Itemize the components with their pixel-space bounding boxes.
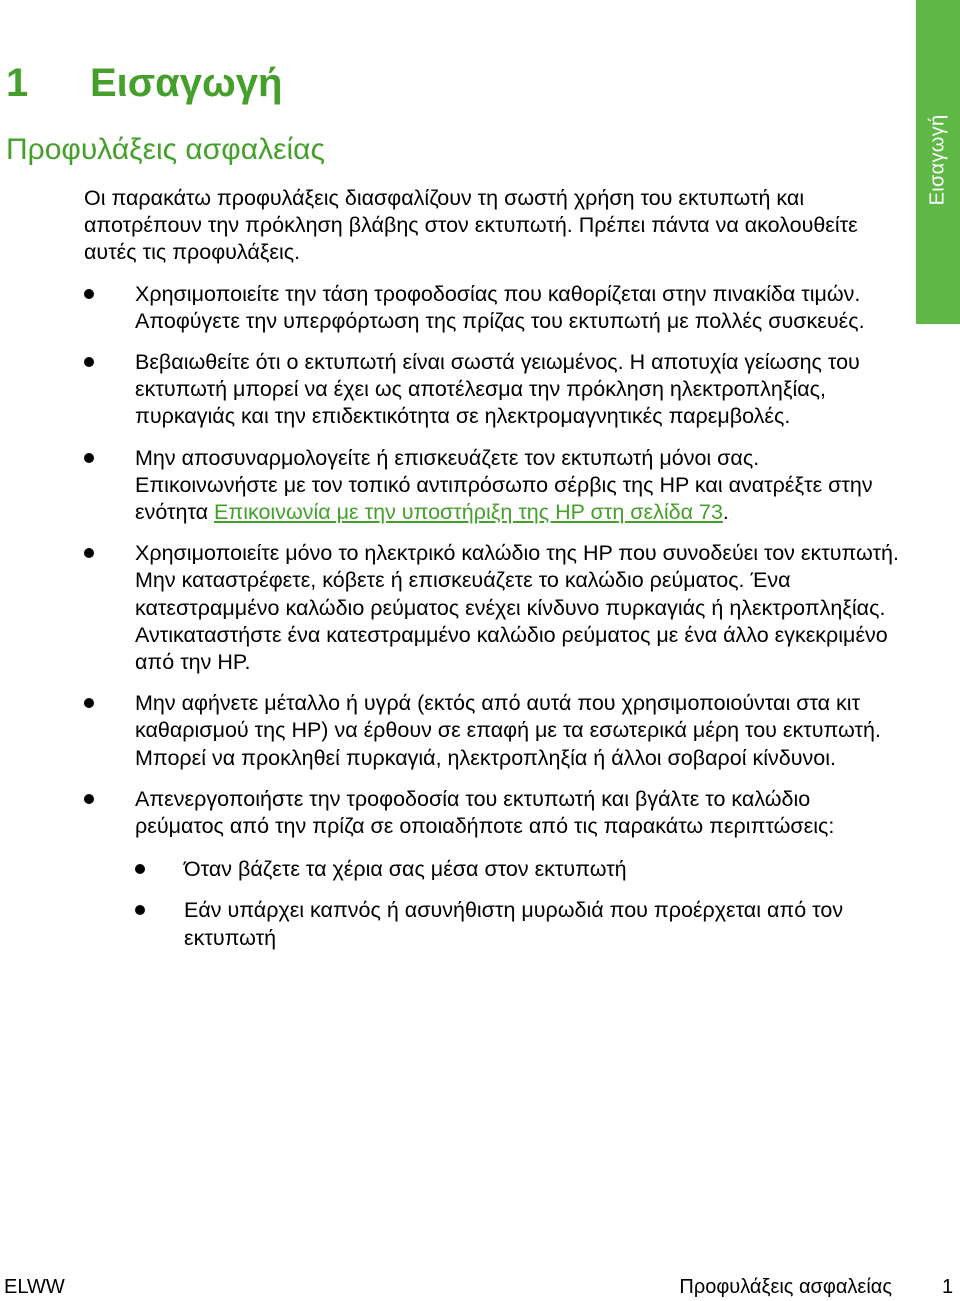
list-item	[84, 786, 904, 952]
list-item-text: Απενεργοποιήστε την τροφοδοσία του εκτυπωτή και βγάλτε το καλώδιο ρεύματος από την πρίζα σε οποιαδήποτε από τις παρακάτω περιπτώσεις:	[135, 786, 835, 839]
sub-list-item	[135, 897, 904, 951]
list-item	[84, 281, 904, 335]
safety-list	[84, 281, 904, 952]
side-tab-label: Εισαγωγή	[926, 114, 949, 206]
intro-paragraph: Οι παρακάτω προφυλάξεις διασφαλίζουν τη σωστή χρήση του εκτυπωτή και αποτρέπουν την πρόκληση βλάβης στον εκτυπωτή. Πρέπει πάντα να ακολουθείτε αυτές τις προφυλάξεις.	[84, 186, 858, 265]
list-item	[84, 445, 904, 527]
sub-list-item-text: Όταν βάζετε τα χέρια σας μέσα στον εκτυπωτή	[184, 857, 627, 882]
support-cross-reference-link[interactable]: Επικοινωνία με την υποστήριξη της HP στη σελίδα 73	[214, 500, 723, 525]
sub-list-item	[135, 856, 904, 883]
chapter-number: 1	[6, 61, 29, 105]
list-item-text-end: .	[722, 500, 729, 525]
footer-section-title: Προφυλάξεις ασφαλείας	[679, 1276, 892, 1298]
page-number: 1	[942, 1276, 954, 1298]
bullet-icon	[84, 548, 94, 558]
bullet-icon	[135, 905, 145, 915]
list-item	[84, 690, 904, 772]
footer-doc-code: ELWW	[4, 1276, 65, 1298]
chapter-side-tab	[916, 0, 960, 324]
bullet-icon	[84, 289, 94, 299]
list-item-text: Βεβαιωθείτε ότι ο εκτυπωτή είναι σωστά γειωμένος. Η αποτυχία γείωσης του εκτυπωτή μπορεί να έχει ως αποτέλεσμα την πρόκληση ηλεκτροπληξίας, πυρκαγιάς και την επιδεκτικότητα σε ηλεκτρομαγνητικές παρεμβολές.	[135, 350, 860, 429]
list-item-text: Χρησιμοποιείτε μόνο το ηλεκτρικό καλώδιο της HP που συνοδεύει τον εκτυπωτή. Μην καταστρέφετε, κόβετε ή επισκευάζετε το καλώδιο ρεύματος. Ένα κατεστραμμένο καλώδιο ρεύματος ενέχει κίνδυνο πυρκαγιάς ή ηλεκτροπληξίας. Αντικαταστήστε ένα κατεστραμμένο καλώδιο ρεύματος με ένα άλλο εγκεκριμένο από την HP.	[135, 541, 899, 675]
list-item-text: Μην αφήνετε μέταλλο ή υγρά (εκτός από αυτά που χρησιμοποιούνται στα κιτ καθαρισμού της HP) να έρθουν σε επαφή με τα εσωτερικά μέρη του εκτυπωτή. Μπορεί να προκληθεί πυρκαγιά, ηλεκτροπληξία ή άλλοι σοβαροί κίνδυνοι.	[135, 691, 881, 770]
section-title: Προφυλάξεις ασφαλείας	[6, 133, 325, 166]
sub-list-item-text: Εάν υπάρχει καπνός ή ασυνήθιστη μυρωδιά που προέρχεται από τον εκτυπωτή	[184, 898, 844, 950]
bullet-icon	[84, 698, 94, 708]
chapter-title: Εισαγωγή	[90, 61, 283, 105]
bullet-icon	[135, 864, 145, 874]
sub-list	[135, 856, 904, 952]
bullet-icon	[84, 453, 94, 463]
list-item-text: Χρησιμοποιείτε την τάση τροφοδοσίας που καθορίζεται στην πινακίδα τιμών. Αποφύγετε την υπερφόρτωση της πρίζας του εκτυπωτή με πολλές συσκευές.	[135, 281, 865, 333]
list-item-text: Μην αποσυναρμολογείτε ή επισκευάζετε τον εκτυπωτή μόνοι σας. Επικοινωνήστε με τον τοπικό αντιπρόσωπο σέρβις της HP και ανατρέξτε στην ενότητα	[135, 445, 873, 525]
body-content	[84, 185, 904, 966]
footer-section	[679, 1274, 954, 1300]
list-item	[84, 349, 904, 431]
list-item	[84, 540, 904, 676]
bullet-icon	[84, 794, 94, 804]
chapter-heading	[6, 58, 282, 108]
bullet-icon	[84, 357, 94, 367]
